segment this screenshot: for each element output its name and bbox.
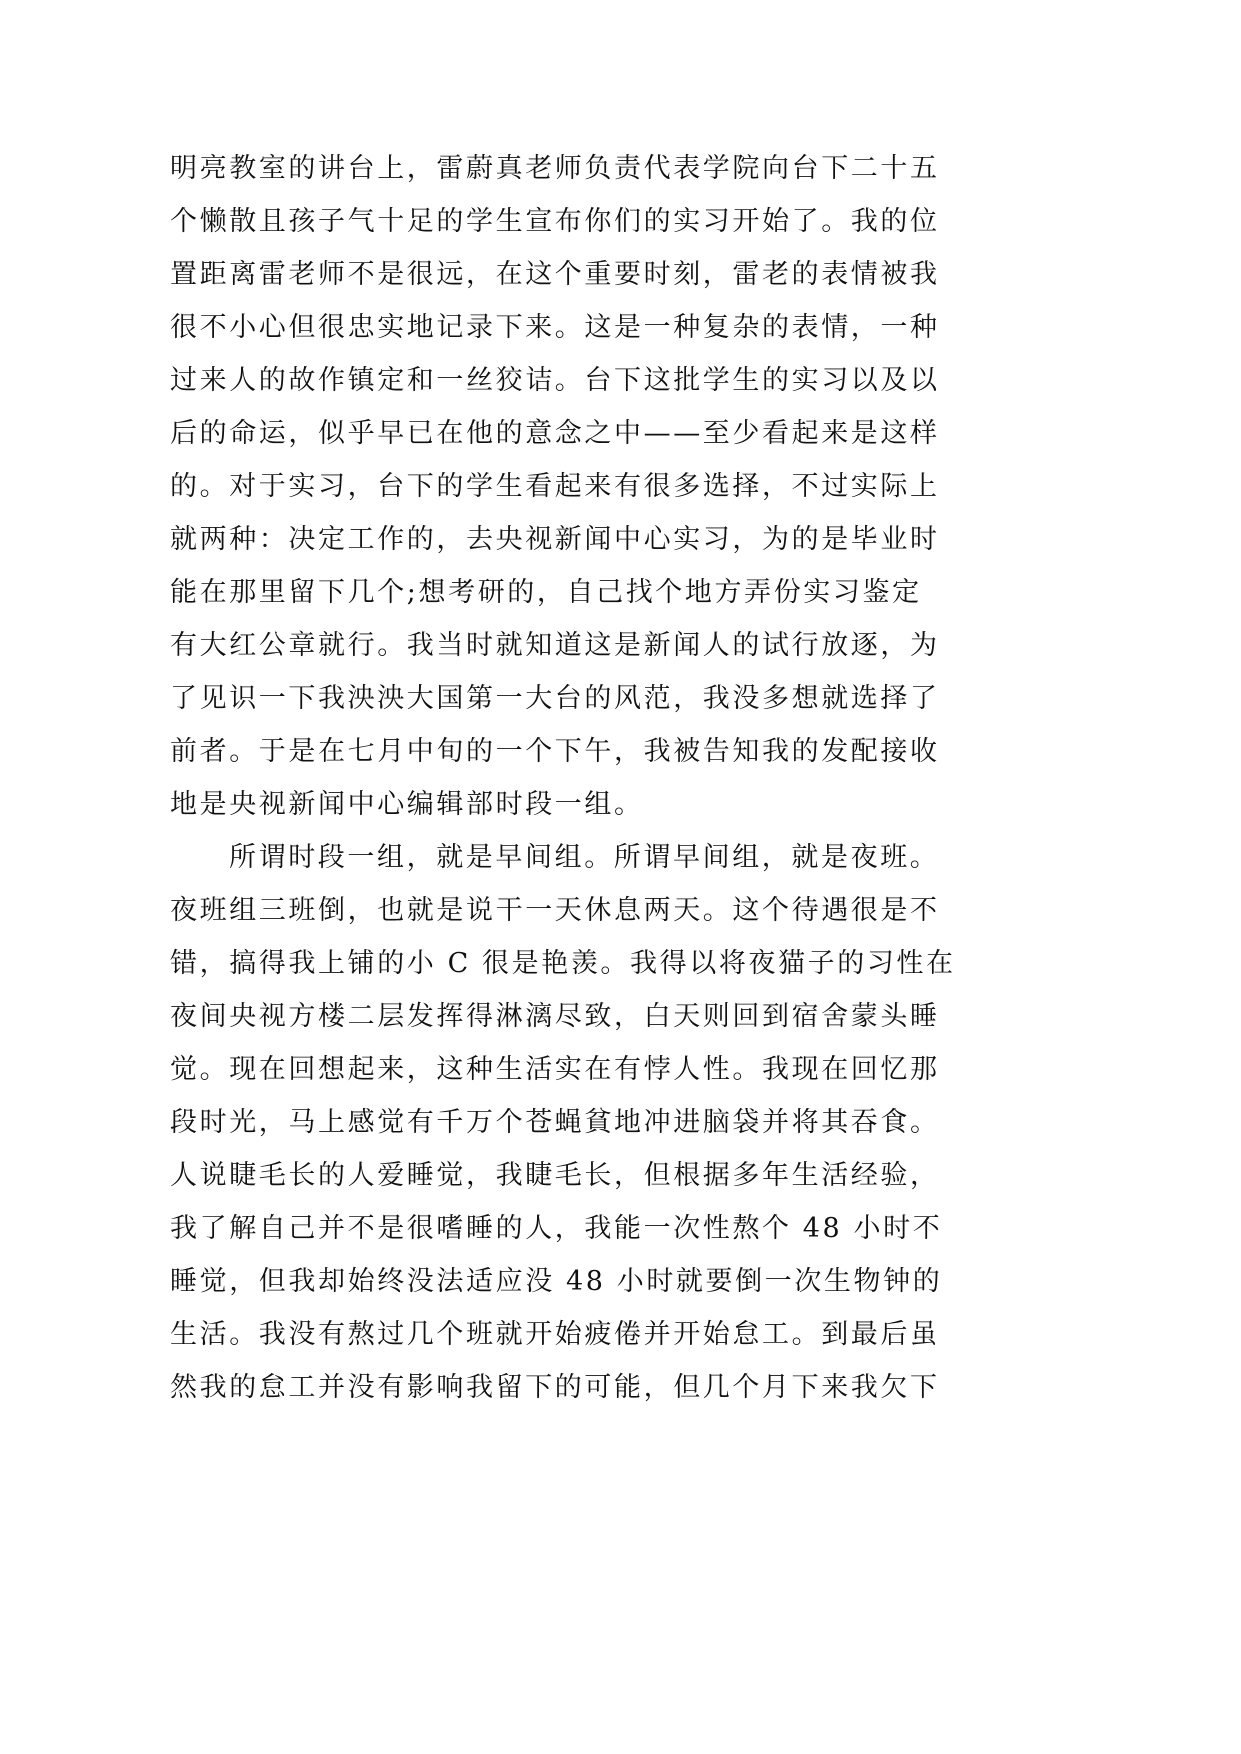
body-text [170, 142, 970, 1414]
text-line: 段时光，马上感觉有千万个苍蝇貧地冲进脑袋并将其吞食。 [170, 1107, 940, 1138]
text-line: 了见识一下我泱泱大国第一大台的风范，我没多想就选择了 [170, 683, 940, 714]
text-line: 我了解自己并不是很嗜睡的人，我能一次性熬个 48 小时不 [170, 1213, 943, 1244]
text-line: 所谓时段一组，就是早间组。所谓早间组，就是夜班。 [229, 842, 940, 873]
paragraph-1 [170, 142, 970, 831]
text-line: 很不小心但很忠实地记录下来。这是一种复杂的表情，一种 [170, 312, 940, 343]
text-line: 后的命运，似乎早已在他的意念之中——至少看起来是这样 [170, 418, 940, 449]
text-line: 生活。我没有熬过几个班就开始疲倦并开始怠工。到最后虽 [170, 1319, 940, 1350]
paragraph-2 [170, 831, 970, 1414]
text-line: 个懒散且孩子气十足的学生宣布你们的实习开始了。我的位 [170, 206, 940, 237]
text-line: 置距离雷老师不是很远，在这个重要时刻，雷老的表情被我 [170, 259, 940, 290]
text-line: 能在那里留下几个;想考研的，自己找个地方弄份实习鉴定 [170, 577, 922, 608]
text-line: 夜间央视方楼二层发挥得淋漓尽致，白天则回到宿舍蒙头睡 [170, 1001, 940, 1032]
text-line: 地是央视新闻中心编辑部时段一组。 [170, 789, 644, 820]
text-line: 过来人的故作镇定和一丝狡诘。台下这批学生的实习以及以 [170, 365, 940, 396]
text-line: 睡觉，但我却始终没法适应没 48 小时就要倒一次生物钟的 [170, 1266, 943, 1297]
text-line: 明亮教室的讲台上，雷蔚真老师负责代表学院向台下二十五 [170, 153, 940, 184]
text-line: 人说睫毛长的人爱睡觉，我睫毛长，但根据多年生活经验， [170, 1160, 940, 1191]
text-line: 错，搞得我上铺的小 C 很是艳羡。我得以将夜猫子的习性在 [170, 948, 956, 979]
text-line: 觉。现在回想起来，这种生活实在有悖人性。我现在回忆那 [170, 1054, 940, 1085]
text-line: 然我的怠工并没有影响我留下的可能，但几个月下来我欠下 [170, 1372, 940, 1403]
text-line: 夜班组三班倒，也就是说干一天休息两天。这个待遇很是不 [170, 895, 940, 926]
text-line: 有大红公章就行。我当时就知道这是新闻人的试行放逐，为 [170, 630, 940, 661]
text-line: 前者。于是在七月中旬的一个下午，我被告知我的发配接收 [170, 736, 940, 767]
text-line: 就两种：决定工作的，去央视新闻中心实习，为的是毕业时 [170, 524, 940, 555]
text-line: 的。对于实习，台下的学生看起来有很多选择，不过实际上 [170, 471, 940, 502]
